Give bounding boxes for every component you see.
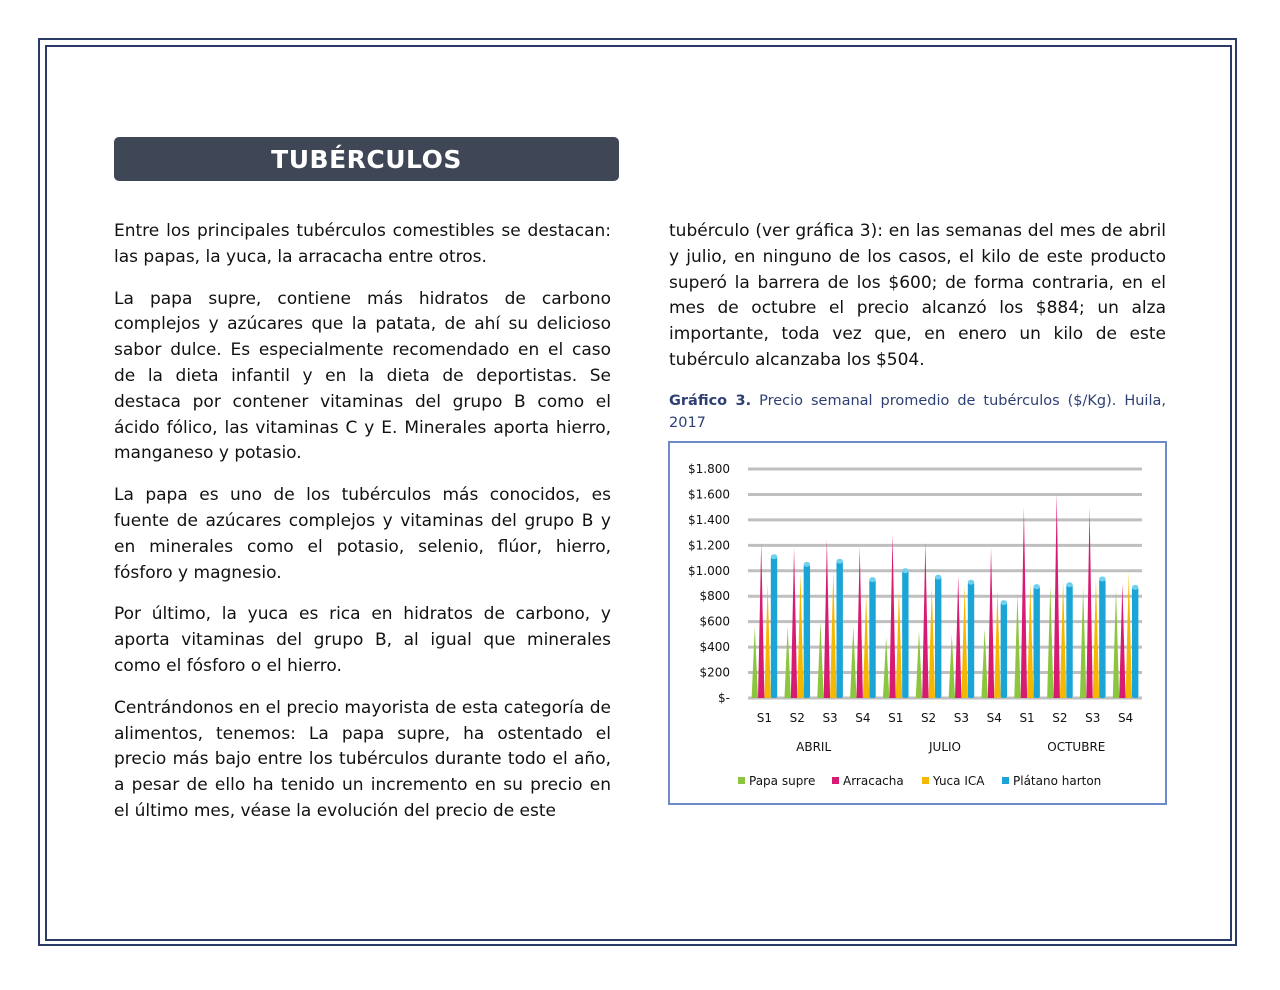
x-group-label: JULIO — [929, 740, 961, 754]
left-text-column — [114, 219, 611, 841]
bar-cap — [935, 575, 941, 580]
bar-arracacha — [1086, 507, 1092, 698]
bar-arracacha — [1021, 507, 1027, 698]
y-tick-label: $600 — [699, 614, 730, 629]
bar-arracacha — [1119, 584, 1125, 699]
bar-chart — [670, 443, 1165, 803]
bar-cap — [836, 559, 842, 564]
y-tick-label: $800 — [699, 589, 730, 604]
chart-caption-label: Gráfico 3. — [669, 393, 752, 409]
bar-papa-supre — [817, 622, 823, 698]
bar-papa-supre — [981, 629, 987, 698]
bar-yuca-ica — [896, 590, 902, 698]
bar-papa-supre — [784, 627, 790, 698]
bar-arracacha — [889, 534, 895, 698]
bar-plátano-harton — [804, 564, 810, 698]
bar-papa-supre — [916, 631, 922, 698]
bar-cap — [869, 577, 875, 582]
x-tick-label: S4 — [855, 711, 871, 725]
paragraph: Entre los principales tubérculos comestibles se destacan: las papas, la yuca, la arracacha entre otros. — [114, 221, 611, 267]
bar-yuca-ica — [929, 587, 935, 698]
bar-yuca-ica — [797, 573, 803, 698]
legend-swatch — [832, 777, 839, 784]
bar-plátano-harton — [1033, 587, 1039, 698]
x-tick-label: S4 — [1117, 711, 1134, 725]
x-tick-label: S3 — [1085, 711, 1101, 725]
bar-cap — [804, 562, 810, 567]
bar-papa-supre — [850, 627, 856, 698]
paragraph: La papa es uno de los tubérculos más conocidos, es fuente de azúcares complejos y vitaminas del grupo B y en minerales como el potasio, selenio, flúor, hierro, fósforo y magnesio. — [114, 485, 611, 583]
bar-plátano-harton — [1066, 585, 1072, 698]
bar-arracacha — [922, 542, 928, 698]
section-title: TUBÉRCULOS — [271, 144, 462, 174]
bar-plátano-harton — [836, 561, 842, 698]
legend-swatch — [738, 777, 745, 784]
bar-yuca-ica — [1060, 581, 1066, 698]
y-tick-label: $1.600 — [688, 487, 730, 502]
y-tick-label: $1.200 — [688, 538, 730, 553]
bar-plátano-harton — [935, 577, 941, 698]
legend-label: Yuca ICA — [933, 774, 985, 788]
bar-plátano-harton — [771, 557, 777, 698]
x-group-label: ABRIL — [796, 740, 832, 754]
legend-label: Papa supre — [749, 774, 816, 788]
y-tick-label: $400 — [699, 640, 730, 655]
x-tick-label: S1 — [756, 711, 773, 725]
x-tick-label: S1 — [1019, 711, 1035, 725]
bar-yuca-ica — [1027, 584, 1033, 699]
x-tick-label: S2 — [789, 711, 805, 725]
legend-swatch — [1002, 777, 1009, 784]
y-tick-label: $1.000 — [688, 563, 730, 578]
legend-label: Arracacha — [843, 774, 904, 788]
chart-container — [668, 441, 1167, 805]
legend-label: Plátano harton — [1013, 774, 1102, 788]
bar-yuca-ica — [764, 584, 770, 699]
bar-plátano-harton — [902, 571, 908, 698]
bar-yuca-ica — [830, 571, 836, 698]
bar-yuca-ica — [1126, 572, 1132, 698]
bar-cap — [1001, 600, 1007, 605]
legend-swatch — [922, 777, 929, 784]
bar-papa-supre — [1047, 586, 1053, 698]
bar-yuca-ica — [961, 586, 967, 698]
bar-cap — [968, 580, 974, 585]
x-tick-label: S3 — [953, 711, 970, 725]
section-title-banner — [114, 137, 619, 181]
x-tick-label: S3 — [822, 711, 838, 725]
bar-plátano-harton — [869, 580, 875, 698]
bar-papa-supre — [752, 627, 758, 698]
y-tick-label: $- — [718, 691, 730, 705]
bar-papa-supre — [1080, 587, 1086, 698]
bar-plátano-harton — [968, 582, 974, 698]
paragraph: Por último, la yuca es rica en hidratos de carbono, y aporta vitaminas del grupo B, al igual que minerales como el fósforo o el hierro. — [114, 604, 611, 676]
y-tick-label: $1.800 — [688, 462, 730, 476]
bar-papa-supre — [949, 634, 955, 698]
bar-cap — [771, 554, 777, 559]
bar-plátano-harton — [1099, 579, 1105, 698]
x-tick-label: S4 — [986, 711, 1002, 725]
y-tick-label: $200 — [699, 665, 730, 680]
x-tick-label: S2 — [920, 711, 937, 725]
bar-papa-supre — [1113, 589, 1119, 698]
chart-caption — [669, 390, 1166, 434]
bar-plátano-harton — [1132, 587, 1138, 698]
x-tick-label: S1 — [888, 711, 904, 725]
bar-cap — [1132, 585, 1138, 590]
x-tick-label: S2 — [1052, 711, 1068, 725]
bar-cap — [1099, 577, 1105, 582]
paragraph: Centrándonos en el precio mayorista de esta categoría de alimentos, tenemos: La papa supre, ha ostentado el precio más bajo entre los tubérculos durante todo el año, a pesar de ello ha tenido un incremento en su precio en el último mes, véase la evolución del precio de este — [114, 697, 611, 821]
bar-cap — [1066, 582, 1072, 587]
paragraph: La papa supre, contiene más hidratos de carbono complejos y azúcares que la patata, de ahí su delicioso sabor dulce. Es especialmente recomendado en el caso de la dieta infantil y en la dieta de deportistas. Se destaca por contener vitaminas del grupo B como el ácido fólico, las vitaminas C y E. Minerales aporta hierro, manganeso y potasio. — [114, 288, 611, 464]
bar-yuca-ica — [994, 590, 1000, 698]
x-group-label: OCTUBRE — [1047, 740, 1106, 754]
bar-arracacha — [824, 539, 830, 698]
paragraph: tubérculo (ver gráfica 3): en las semanas del mes de abril y julio, en ninguno de los casos, el kilo de este producto superó la barrera de los $600; de forma contraria, en el mes de octubre el precio alcanzó los $884; un alza importante, toda vez que, en enero un kilo de este tubérculo alcanzaba los $504. — [669, 221, 1166, 370]
y-tick-label: $1.400 — [688, 512, 730, 527]
bar-cap — [902, 568, 908, 573]
bar-plátano-harton — [1001, 603, 1007, 698]
chart-caption-text: Precio semanal promedio de tubérculos ($/Kg). Huila, 2017 — [669, 393, 1166, 431]
bar-cap — [1033, 584, 1039, 589]
bar-arracacha — [955, 576, 961, 698]
right-text-column — [669, 219, 1166, 390]
